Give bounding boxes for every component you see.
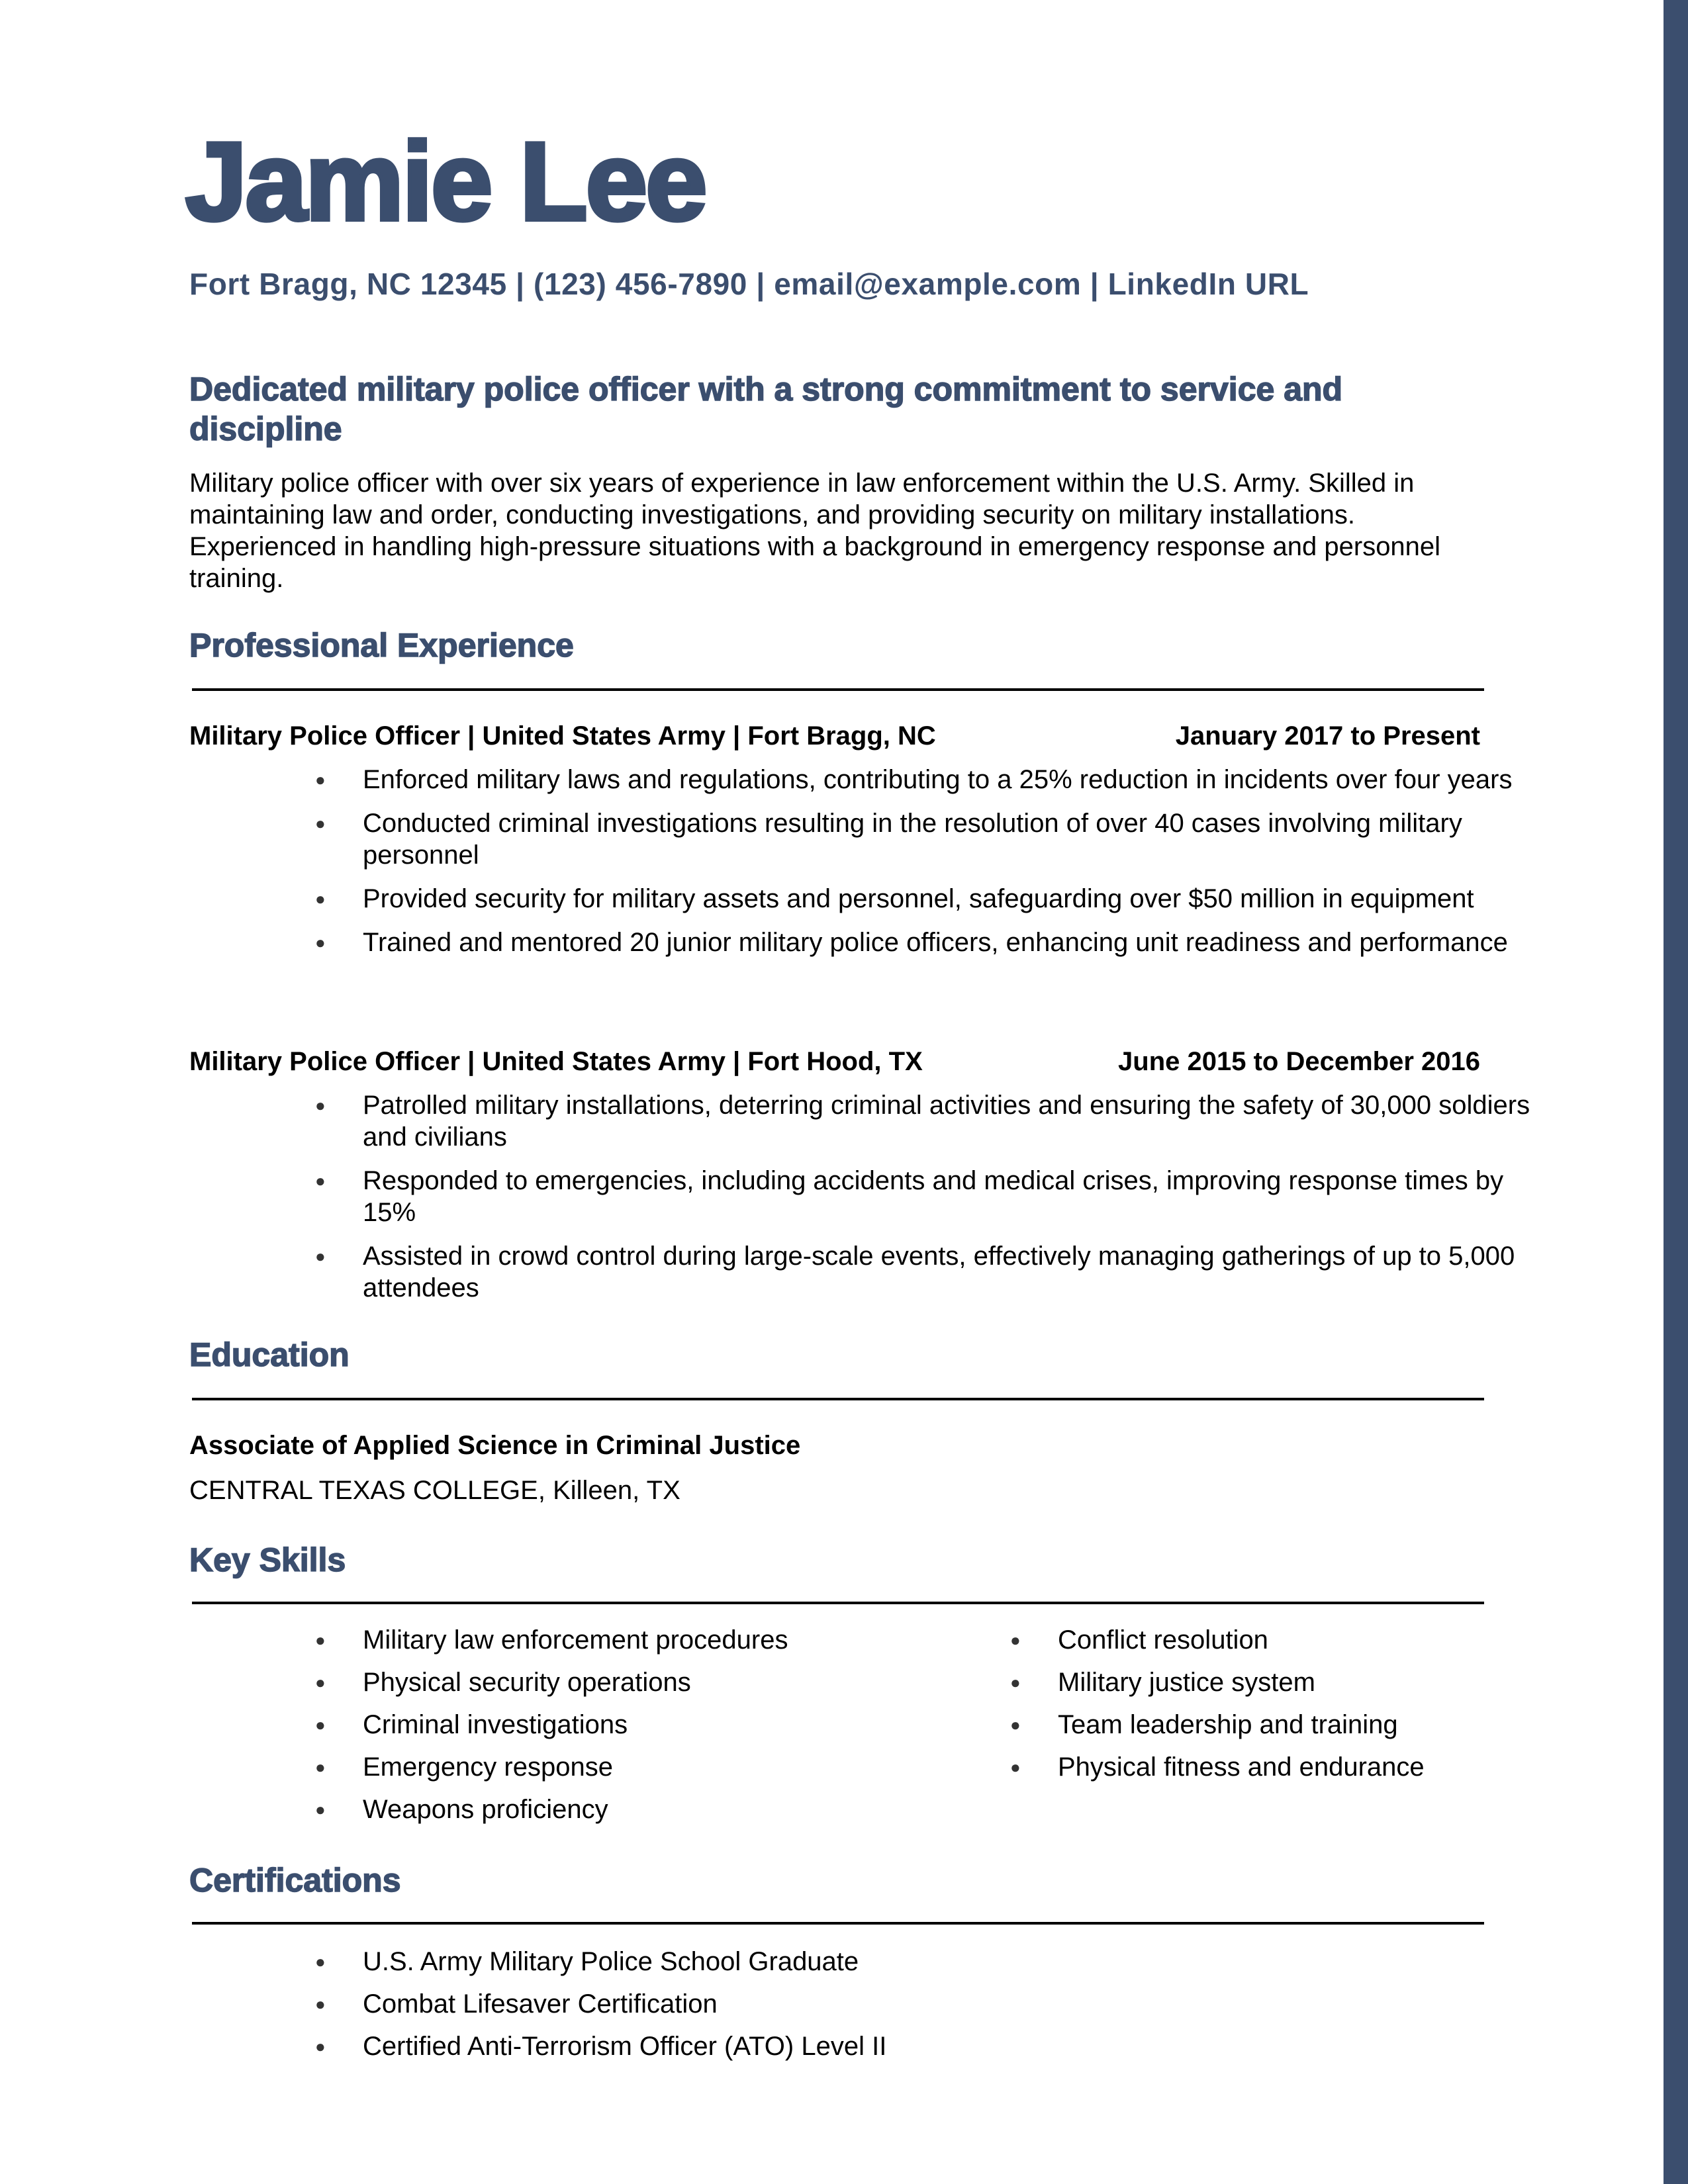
list-item: ● Responded to emergencies, including accidents and medical crises, improving response times by 15% [189,1165,1540,1228]
experience-divider [192,688,1484,691]
list-item: ● Combat Lifesaver Certification [189,1988,1513,2020]
list-item: ● Conducted criminal investigations resulting in the resolution of over 40 cases involving military personnel [189,807,1540,871]
list-item: ● U.S. Army Military Police School Graduate [189,1946,1513,1978]
candidate-name: Jamie Lee [185,119,706,244]
job-dates: June 2015 to December 2016 [1118,1047,1480,1076]
list-item: ● Certified Anti-Terrorism Officer (ATO) Level II [189,2030,1513,2062]
job-role: Military Police Officer | United States Army | Fort Bragg, NC [189,721,936,751]
contact-line: Fort Bragg, NC 12345 | (123) 456-7890 | email@example.com | LinkedIn URL [189,267,1309,301]
list-item: ● Assisted in crowd control during large-scale events, effectively managing gatherings of up to 5,000 attendees [189,1240,1540,1304]
job-bullets [189,764,1540,970]
list-item: ● Patrolled military installations, deterring criminal activities and ensuring the safety of 30,000 soldiers and civilians [189,1089,1540,1153]
list-item: ● Provided security for military assets and personnel, safeguarding over $50 million in equipment [189,883,1540,915]
list-item: ● Trained and mentored 20 junior military police officers, enhancing unit readiness and performance [189,927,1540,958]
list-item: ● Military justice system [884,1666,1546,1698]
education-heading: Education [189,1336,350,1373]
skills-list-left [189,1624,851,1836]
list-item: ● Physical security operations [189,1666,851,1698]
experience-heading: Professional Experience [189,627,574,664]
certifications-list [189,1946,1513,2073]
list-item: ● Physical fitness and endurance [884,1751,1546,1783]
list-item: ● Emergency response [189,1751,851,1783]
job-role: Military Police Officer | United States Army | Fort Hood, TX [189,1047,923,1076]
education-divider [192,1398,1484,1400]
list-item: ● Criminal investigations [189,1709,851,1741]
list-item: ● Weapons proficiency [189,1794,851,1825]
school-name: CENTRAL TEXAS COLLEGE, Killeen, TX [189,1476,680,1505]
skills-list-right [884,1624,1546,1794]
job-header [189,721,1480,751]
certifications-heading: Certifications [189,1862,401,1899]
list-item: ● Team leadership and training [884,1709,1546,1741]
right-accent-bar [1664,0,1688,2184]
skills-heading: Key Skills [189,1541,346,1578]
job-bullets [189,1089,1540,1316]
summary-headline: Dedicated military police officer with a strong commitment to service and discipline [189,371,1343,447]
job-header [189,1047,1480,1077]
certifications-divider [192,1922,1484,1925]
skills-divider [192,1602,1484,1604]
list-item: ● Military law enforcement procedures [189,1624,851,1656]
list-item: ● Enforced military laws and regulations, contributing to a 25% reduction in incidents over four years [189,764,1540,796]
job-dates: January 2017 to Present [1175,721,1480,751]
summary-text: Military police officer with over six years of experience in law enforcement within the U.S. Army. Skilled in maintaining law and order, conducting investigations, and providing security on military installations. Experienced in handling high-pressure situations with a background in emergency response and personnel training. [189,469,1441,593]
degree-title: Associate of Applied Science in Criminal Justice [189,1431,801,1460]
list-item: ● Conflict resolution [884,1624,1546,1656]
